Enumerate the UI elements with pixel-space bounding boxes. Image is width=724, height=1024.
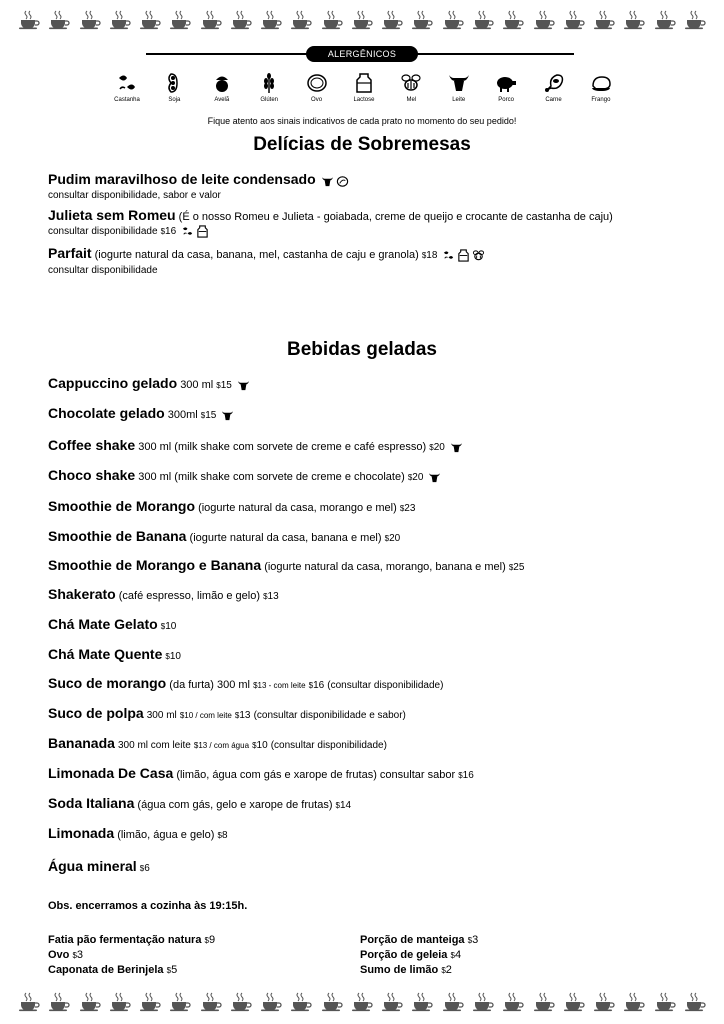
item-price: 15 — [220, 380, 232, 391]
extra-item — [360, 948, 478, 963]
item-note: (consultar disponibilidade) — [270, 740, 387, 751]
extra-name: Fatia pão fermentação natura — [48, 934, 202, 946]
section-title-sobremesas: Delícias de Sobremesas — [253, 134, 471, 155]
extra-price: 9 — [208, 934, 216, 946]
item-price: 6 — [144, 863, 150, 874]
coffee-cup-icon — [169, 10, 191, 30]
extra-price: 2 — [445, 964, 452, 976]
item-price: 10 — [256, 740, 268, 751]
extra-item — [360, 963, 478, 978]
menu-item-cha-quente — [48, 647, 698, 664]
currency-symbol: $ — [253, 681, 258, 690]
coffee-cup-icon — [351, 992, 373, 1012]
item-name: Cappuccino gelado — [48, 375, 178, 391]
item-price: 20 — [412, 472, 424, 483]
item-name: Julieta sem Romeu — [48, 207, 176, 223]
coffee-cup-icon — [472, 992, 494, 1012]
item-desc: (limão, água e gelo) — [117, 829, 215, 841]
item-price: 8 — [221, 830, 228, 841]
coffee-cup-icon — [200, 992, 222, 1012]
item-price: 13 — [239, 710, 251, 721]
allergen-leite — [440, 72, 478, 112]
currency-symbol: $ — [308, 681, 314, 690]
coffee-cup-icon — [533, 10, 555, 30]
currency-symbol: $ — [467, 936, 473, 945]
item-note: consultar disponibilidade — [48, 265, 158, 276]
milk-carton-icon — [353, 72, 375, 94]
bottom-coffee-border — [0, 990, 724, 1014]
coffee-cup-icon — [230, 992, 252, 1012]
meat-icon — [543, 72, 565, 94]
allergen-label: Lactose — [353, 97, 375, 103]
item-price: 16 — [462, 770, 474, 781]
allergen-mel — [392, 72, 430, 112]
item-name: Pudim maravilhoso de leite condensado — [48, 171, 316, 187]
item-name: Smoothie de Banana — [48, 528, 187, 544]
coffee-cup-icon — [533, 992, 555, 1012]
coffee-cup-icon — [563, 992, 585, 1012]
allergen-frango — [582, 72, 620, 112]
currency-symbol: $ — [441, 966, 446, 975]
coffee-cup-icon — [169, 992, 191, 1012]
coffee-cup-icon — [623, 992, 645, 1012]
item-note: consultar disponibilidade — [48, 226, 158, 237]
item-note: (consultar disponibilidade e sabor) — [253, 710, 406, 721]
item-price: 23 — [404, 503, 416, 514]
allergen-soja — [155, 72, 193, 112]
coffee-cup-icon — [230, 10, 252, 30]
nut-icon — [181, 225, 194, 238]
item-price: 10 / com leite — [184, 711, 232, 720]
coffee-cup-icon — [18, 10, 40, 30]
allergen-header-bar — [146, 46, 574, 62]
coffee-cup-icon — [48, 10, 70, 30]
item-price: 20 — [433, 442, 445, 453]
extra-price: 5 — [171, 964, 178, 976]
menu-item-limonada-casa — [48, 766, 698, 783]
coffee-cup-icon — [48, 992, 70, 1012]
allergen-lactose — [345, 72, 383, 112]
item-name: Chá Mate Quente — [48, 646, 163, 662]
item-name: Smoothie de Morango e Banana — [48, 557, 262, 573]
currency-symbol: $ — [216, 381, 221, 390]
extra-item — [48, 963, 215, 978]
currency-symbol: $ — [263, 592, 268, 601]
item-price: 20 — [389, 533, 401, 544]
item-note: (consultar disponibilidade) — [327, 680, 444, 691]
coffee-cup-icon — [18, 992, 40, 1012]
currency-symbol: $ — [458, 771, 463, 780]
item-name: Limonada De Casa — [48, 765, 174, 781]
bull-icon — [448, 72, 470, 94]
hazelnut-icon — [211, 72, 233, 94]
currency-symbol: $ — [160, 227, 166, 236]
currency-symbol: $ — [450, 951, 455, 960]
currency-symbol: $ — [200, 411, 206, 420]
coffee-cup-icon — [321, 992, 343, 1012]
menu-item-parfait — [48, 246, 698, 278]
menu-item-julieta — [48, 208, 698, 239]
allergen-label: Mel — [406, 97, 417, 103]
coffee-cup-icon — [411, 10, 433, 30]
item-name: Smoothie de Morango — [48, 498, 195, 514]
extra-price: 3 — [472, 934, 479, 946]
chicken-icon — [590, 72, 612, 94]
coffee-cup-icon — [563, 10, 585, 30]
menu-item-chocolate — [48, 406, 698, 423]
allergen-label: Avelã — [214, 97, 230, 103]
item-desc: 300 ml — [146, 710, 177, 721]
currency-symbol: $ — [252, 741, 257, 750]
item-desc: consultar disponibilidade, sabor e valor — [48, 190, 221, 201]
item-desc: 300 ml com leite — [117, 740, 191, 751]
currency-symbol: $ — [429, 443, 434, 452]
allergen-label: Frango — [591, 97, 611, 103]
coffee-cup-icon — [442, 992, 464, 1012]
item-name: Bananada — [48, 735, 115, 751]
menu-item-limonada — [48, 826, 698, 843]
coffee-cup-icon — [654, 992, 676, 1012]
item-name: Suco de polpa — [48, 705, 144, 721]
allergen-note: Fique atento aos sinais indicativos de cada prato no momento do seu pedido! — [207, 116, 517, 126]
item-name: Parfait — [48, 245, 92, 261]
coffee-cup-icon — [79, 10, 101, 30]
extra-item — [360, 933, 478, 948]
currency-symbol: $ — [139, 864, 145, 873]
bee-icon — [472, 249, 485, 262]
milk-carton-icon — [457, 249, 470, 262]
item-desc: 300 ml — [180, 379, 214, 391]
coffee-cup-icon — [290, 10, 312, 30]
section-title-bebidas: Bebidas geladas — [287, 339, 437, 360]
item-price: 13 - com leite — [257, 681, 306, 690]
coffee-cup-icon — [200, 10, 222, 30]
menu-item-choco-shake — [48, 468, 698, 485]
allergen-ovo — [298, 72, 336, 112]
coffee-cup-icon — [290, 992, 312, 1012]
item-price: 16 — [313, 680, 325, 691]
currency-symbol: $ — [335, 801, 340, 810]
item-name: Suco de morango — [48, 675, 167, 691]
coffee-cup-icon — [472, 10, 494, 30]
coffee-cup-icon — [442, 10, 464, 30]
menu-item-bananada — [48, 736, 698, 753]
currency-symbol: $ — [165, 652, 170, 661]
item-desc: (limão, água com gás e xarope de frutas) consultar sabor — [176, 769, 456, 781]
item-name: Chá Mate Gelato — [48, 616, 158, 632]
item-desc: (iogurte natural da casa, morango, banana e mel) — [264, 561, 506, 573]
currency-symbol: $ — [217, 831, 222, 840]
item-price: 16 — [165, 226, 177, 237]
coffee-cup-icon — [684, 10, 706, 30]
coffee-cup-icon — [593, 992, 615, 1012]
coffee-cup-icon — [623, 10, 645, 30]
item-name: Shakerato — [48, 586, 116, 602]
bull-icon — [237, 379, 250, 392]
extra-name: Caponata de Berinjela — [48, 964, 164, 976]
wheat-icon — [258, 72, 280, 94]
extras-right — [360, 933, 478, 978]
allergen-label: Glúten — [260, 97, 279, 103]
item-price: 13 / com água — [198, 741, 250, 750]
allergen-porco — [487, 72, 525, 112]
currency-symbol: $ — [193, 741, 199, 750]
item-desc: (iogurte natural da casa, banana e mel) — [189, 532, 382, 544]
item-desc: (café espresso, limão e gelo) — [118, 590, 260, 602]
menu-item-suco-polpa — [48, 706, 698, 723]
currency-symbol: $ — [508, 563, 514, 572]
currency-symbol: $ — [384, 534, 390, 543]
menu-item-pudim — [48, 172, 698, 203]
bull-icon — [321, 175, 334, 188]
currency-symbol: $ — [234, 711, 240, 720]
item-desc: 300 ml (milk shake com sorvete de creme e chocolate) — [138, 471, 405, 483]
kitchen-closing-note: Obs. encerramos a cozinha às 19:15h. — [48, 900, 248, 912]
coffee-cup-icon — [381, 992, 403, 1012]
allergen-label: Carne — [545, 97, 562, 103]
item-desc: (iogurte natural da casa, banana, mel, castanha de caju e granola) — [94, 249, 419, 261]
allergen-avela — [203, 72, 241, 112]
menu-item-cappuccino — [48, 376, 698, 393]
item-desc: 300ml — [167, 409, 198, 421]
item-desc: (água com gás, gelo e xarope de frutas) — [137, 799, 333, 811]
extra-item — [48, 933, 215, 948]
item-desc: 300 ml (milk shake com sorvete de creme e café espresso) — [138, 441, 427, 453]
extra-item — [48, 948, 215, 963]
coffee-cup-icon — [260, 992, 282, 1012]
item-price: 13 — [267, 591, 279, 602]
soy-icon — [163, 72, 185, 94]
item-desc: (É o nosso Romeu e Julieta - goiabada, creme de queijo e crocante de castanha de caju) — [178, 211, 613, 223]
bull-icon — [428, 471, 441, 484]
item-name: Chocolate gelado — [48, 405, 165, 421]
coffee-cup-icon — [654, 10, 676, 30]
extra-name: Porção de geleia — [360, 949, 448, 961]
nut-icon — [116, 72, 138, 94]
coffee-cup-icon — [109, 992, 131, 1012]
currency-symbol: $ — [166, 966, 172, 975]
coffee-cup-icon — [502, 992, 524, 1012]
coffee-cup-icon — [321, 10, 343, 30]
currency-symbol: $ — [179, 711, 185, 720]
allergen-label: Leite — [452, 97, 466, 103]
bull-icon — [450, 441, 463, 454]
extra-price: 4 — [454, 949, 462, 961]
item-name: Água mineral — [48, 858, 137, 874]
coffee-cup-icon — [260, 10, 282, 30]
allergen-legend — [108, 72, 620, 112]
extra-name: Porção de manteiga — [360, 934, 465, 946]
currency-symbol: $ — [399, 504, 405, 513]
menu-item-suco-morango — [48, 676, 698, 693]
coffee-cup-icon — [684, 992, 706, 1012]
coffee-cup-icon — [411, 992, 433, 1012]
coffee-cup-icon — [139, 992, 161, 1012]
allergen-carne — [535, 72, 573, 112]
item-name: Coffee shake — [48, 437, 136, 453]
item-price: 10 — [169, 651, 181, 662]
item-name: Limonada — [48, 825, 115, 841]
bee-icon — [400, 72, 422, 94]
egg-icon — [336, 175, 349, 188]
item-desc: (da furta) 300 ml — [169, 679, 250, 691]
coffee-cup-icon — [139, 10, 161, 30]
coffee-cup-icon — [502, 10, 524, 30]
menu-item-smoothie-morango — [48, 499, 698, 516]
item-price: 18 — [426, 250, 438, 261]
menu-item-smoothie-banana — [48, 529, 698, 546]
currency-symbol: $ — [72, 951, 77, 960]
extra-price: 3 — [76, 949, 84, 961]
menu-item-cha-gelato — [48, 617, 698, 634]
menu-item-soda-italiana — [48, 796, 698, 813]
bull-icon — [221, 409, 234, 422]
item-price: 10 — [165, 621, 177, 632]
extra-name: Ovo — [48, 949, 70, 961]
menu-item-smoothie-morango-banana — [48, 558, 698, 575]
egg-icon — [306, 72, 328, 94]
extra-name: Sumo de limão — [360, 964, 439, 976]
allergen-label: Castanha — [114, 97, 140, 103]
coffee-cup-icon — [109, 10, 131, 30]
allergen-castanha — [108, 72, 146, 112]
menu-item-coffee-shake — [48, 438, 698, 455]
currency-symbol: $ — [160, 622, 166, 631]
allergen-gluten — [250, 72, 288, 112]
allergen-label: Soja — [168, 97, 181, 103]
currency-symbol: $ — [407, 473, 413, 482]
item-price: 15 — [205, 410, 217, 421]
coffee-cup-icon — [593, 10, 615, 30]
allergen-title: ALERGÊNICOS — [306, 46, 418, 62]
coffee-cup-icon — [381, 10, 403, 30]
item-price: 14 — [340, 800, 352, 811]
currency-symbol: $ — [421, 251, 427, 260]
item-name: Soda Italiana — [48, 795, 135, 811]
pig-icon — [495, 72, 517, 94]
allergen-label: Ovo — [311, 97, 323, 103]
item-price: 25 — [513, 562, 525, 573]
coffee-cup-icon — [351, 10, 373, 30]
menu-item-shakerato — [48, 587, 698, 604]
item-desc: (iogurte natural da casa, morango e mel) — [198, 502, 397, 514]
top-coffee-border — [0, 8, 724, 32]
item-name: Choco shake — [48, 467, 136, 483]
allergen-label: Porco — [498, 97, 514, 103]
currency-symbol: $ — [204, 936, 209, 945]
milk-carton-icon — [196, 225, 209, 238]
menu-item-agua-mineral — [48, 859, 698, 876]
nut-icon — [442, 249, 455, 262]
extras-left — [48, 933, 215, 978]
coffee-cup-icon — [79, 992, 101, 1012]
